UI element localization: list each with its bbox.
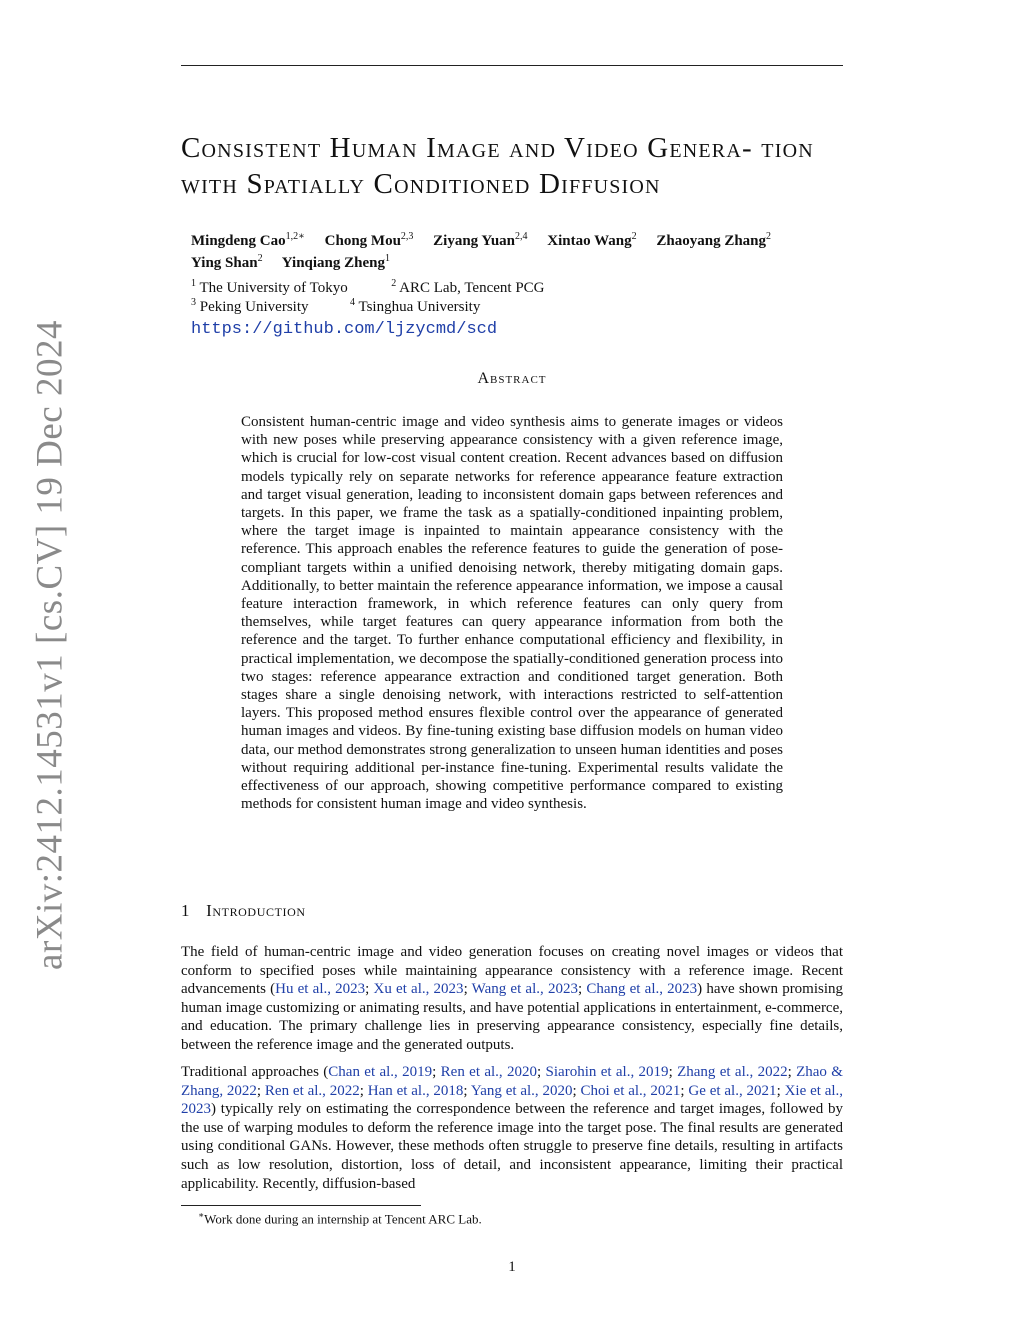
author-list <box>191 228 841 272</box>
affiliation: $^1$ The University of Tokyo <box>191 278 348 296</box>
author: Ying Shan$^2$ <box>191 253 263 271</box>
paper-title: Consistent Human Image and Video Genera- tion with Spatially Conditioned Diffusion <box>181 132 814 200</box>
citation-link[interactable]: Ge et al., 2021 <box>688 1082 777 1099</box>
citation-link[interactable]: Xie et al., 2023 <box>181 1082 844 1118</box>
affiliation: $^4$ Tsinghua University <box>350 297 481 315</box>
top-rule <box>181 65 843 66</box>
abstract-text: Consistent human-centric image and video synthesis aims to generate images or videos with new poses while preserving appearance consistency with a given reference image, which is crucial for low-cost visual content creation. Recent advances based on diffusion models typically rely on separate networks for reference appearance feature extraction and target visual generation, leading to inconsistent domain gaps between references and targets. In this paper, we frame the task as a spatially-conditioned inpainting problem, where the target image is inpainted to maintain appearance consistency with the reference. This approach enables the reference features to guide the generation of pose-compliant targets within a unified denoising network, thereby mitigating domain gaps. Additionally, to better maintain the reference appearance information, we impose a causal feature interaction framework, in which reference features can only query from themselves, while target features can query appearance information from both the reference and the target. To further enhance computational efficiency and flexibility, in practical implementation, we decompose the spatially-conditioned generation process into two stages: reference appearance extraction and conditioned target generation. Both stages share a single denoising network, with interactions restricted to self-attention layers. This proposed method ensures flexible control over the appearance of generated human images and videos. By fine-tuning existing base diffusion models on human video data, our method demonstrates strong generalization to unseen human identities and poses without requiring additional per-instance fine-tuning. Experimental results validate the effectiveness of our approach, showing competitive performance compared to existing methods for consistent human image and video synthesis. <box>241 414 783 813</box>
affiliation-row <box>191 294 480 316</box>
arxiv-identifier[interactable]: arXiv:2412.14531v1 [cs.CV] 19 Dec 2024 <box>29 320 71 970</box>
affiliation: $^2$ ARC Lab, Tencent PCG <box>391 278 545 296</box>
code-link[interactable]: https://github.com/ljzycmd/scd <box>191 320 498 339</box>
intro-paragraph-2: Traditional approaches (Chan et al., 2019; Ren et al., 2020; Siarohin et al., 2019; Zhang et al., 2022; Zhao & Zhang, 2022; Ren et al., 2022; Han et al., 2018; Yang et al., 2020; Choi et al., 2021; Ge et al., 2021; Xie et al., 2023) typically rely on estimating the correspondence between the reference and target images, followed by the use of warping modules to deform the reference image into the target pose. The final results are generated using conditional GANs. However, these methods often struggle to preserve fine details, resulting in artifacts such as low resolution, distortion, loss of detail, and inconsistent appearance, limiting their practical applicability. Recently, diffusion-based <box>181 1064 844 1192</box>
citation-link[interactable]: Zhao & Zhang, 2022 <box>181 1064 843 1099</box>
citation-link[interactable]: Hu et al., 2023 <box>275 981 366 998</box>
affiliation: $^3$ Peking University <box>191 297 309 315</box>
citation-link[interactable]: Chan et al., 2019 <box>328 1064 433 1080</box>
citation-link[interactable]: Wang et al., 2023 <box>471 981 578 998</box>
footnote: ∗Work done during an internship at Tencent ARC Lab. <box>198 1210 482 1227</box>
intro-paragraph-1: The field of human-centric image and video generation focuses on creating novel images or videos that conform to specified poses while maintaining appearance consistency with a reference image. Recent advancements (Hu et al., 2023; Xu et al., 2023; Wang et al., 2023; Chang et al., 2023) have shown promising human image customizing or animating results, and have potential applications in entertainment, e-commerce, and education. The primary challenge lies in preserving appearance consistency, especially fine details, between the reference image and the generated outputs. <box>181 944 844 1053</box>
citation-link[interactable]: Choi et al., 2021 <box>580 1082 681 1099</box>
citation-link[interactable]: Yang et al., 2020 <box>470 1082 573 1099</box>
citation-link[interactable]: Han et al., 2018 <box>367 1082 464 1099</box>
author: Mingdeng Cao$^{1,2∗}$ <box>191 231 305 249</box>
page-number: 1 <box>508 1259 516 1275</box>
footnote-rule <box>181 1205 421 1206</box>
citation-link[interactable]: Ren et al., 2022 <box>264 1082 360 1099</box>
citation-link[interactable]: Xu et al., 2023 <box>373 981 464 998</box>
abstract-heading: Abstract <box>477 370 547 387</box>
author: Chong Mou$^{2,3}$ <box>324 231 414 249</box>
author: Ziyang Yuan$^{2,4}$ <box>433 231 528 249</box>
author: Yinqiang Zheng$^1$ <box>281 253 391 271</box>
section-title: Introduction <box>206 901 306 920</box>
section-heading <box>181 901 306 921</box>
citation-link[interactable]: Zhang et al., 2022 <box>677 1064 788 1080</box>
author: Zhaoyang Zhang$^2$ <box>656 231 772 249</box>
citation-link[interactable]: Siarohin et al., 2019 <box>545 1064 669 1080</box>
author: Xintao Wang$^2$ <box>547 231 637 249</box>
citation-link[interactable]: Ren et al., 2020 <box>440 1064 538 1080</box>
citation-link[interactable]: Chang et al., 2023 <box>586 981 698 998</box>
section-number: 1 <box>181 901 191 920</box>
